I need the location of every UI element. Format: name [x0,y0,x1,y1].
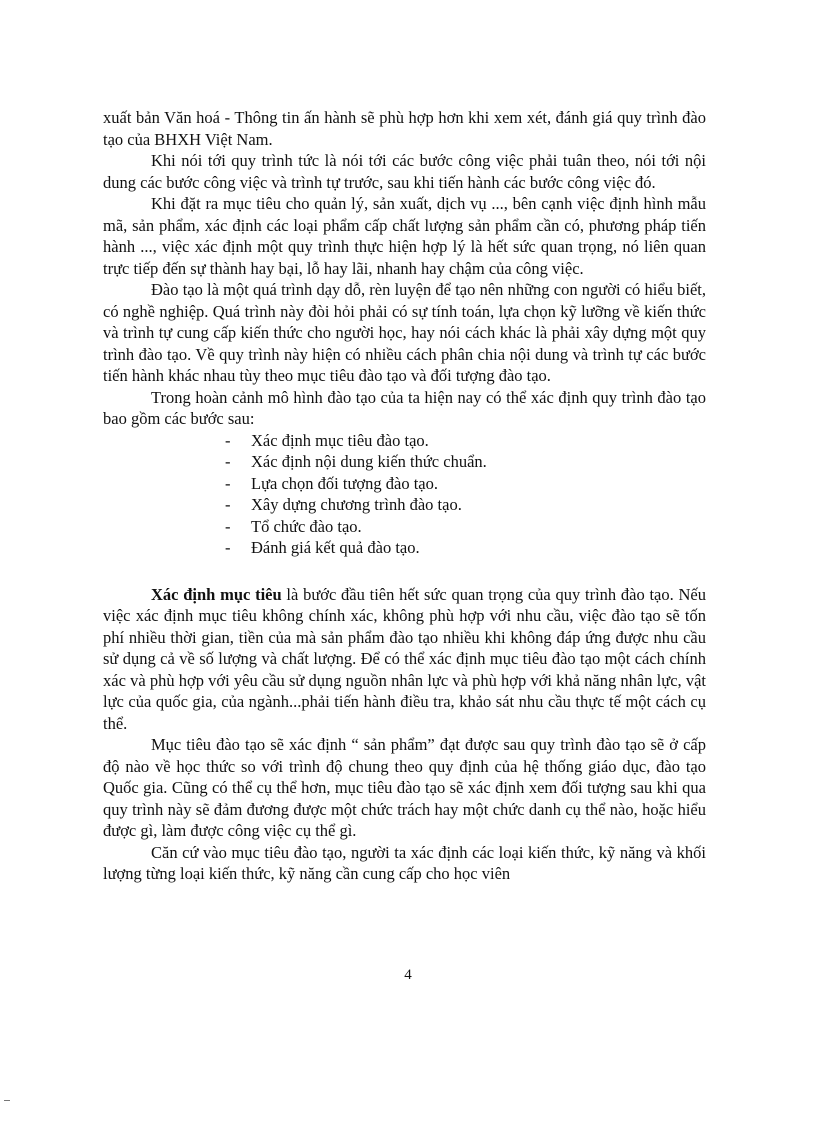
dash-bullet: - [225,430,231,450]
paragraph-6-text: là bước đầu tiên hết sức quan trọng của quy trình đào tạo. Nếu việc xác định mục tiêu không chính xác, không phù hợp với nhu cầu, việc đào tạo sẽ tốn phí nhiều thời gian, tiền của mà sản phẩm đào tạo nhiều khi không đáp ứng được nhu cầu sử dụng cả về số lượng và chất lượng. Để có thể xác định mục tiêu đào tạo một cách chính xác và phù hợp với yêu cầu sử dụng nguồn nhân lực và phù hợp với khả năng nhân lực, vật lực của quốc gia, của ngành...phải tiến hành điều tra, khảo sát nhu cầu thực tế một cách cụ thể. [103,584,706,733]
dash-bullet: - [225,538,231,557]
steps-list [103,430,706,559]
list-item [225,494,706,516]
list-item-text: Tổ chức đào tạo. [251,516,362,536]
page-number: 4 [404,967,412,983]
list-item-text: Đánh giá kết quả đào tạo. [251,538,420,557]
scan-edge-mark [4,1100,10,1101]
paragraph-2: Khi nói tới quy trình tức là nói tới các bước công việc phải tuân theo, nói tới nội dung các bước công việc và trình tự trước, sau khi tiến hành các bước công việc đó. [103,151,706,192]
list-item [225,451,706,473]
paragraph-3: Khi đặt ra mục tiêu cho quản lý, sản xuất, dịch vụ ..., bên cạnh việc định hình mẫu mã, sản phẩm, xác định các loại phẩm cấp chất lượng sản phẩm cần có, phương pháp tiến hành ..., việc xác định một quy trình thực hiện hợp lý là hết sức quan trọng, nó liên quan trực tiếp đến sự thành hay bại, lỗ hay lãi, nhanh hay chậm của công việc. [103,194,706,278]
list-item [225,473,706,495]
body-text [103,107,706,885]
list-item [225,537,706,559]
bold-term: Xác định mục tiêu [151,584,282,604]
list-item-text: Xác định nội dung kiến thức chuẩn. [251,452,487,471]
paragraph-1: xuất bản Văn hoá - Thông tin ấn hành sẽ phù hợp hơn khi xem xét, đánh giá quy trình đào tạo của BHXH Việt Nam. [103,108,706,149]
paragraph-5: Trong hoàn cảnh mô hình đào tạo của ta hiện nay có thể xác định quy trình đào tạo bao gồm các bước sau: [103,387,706,428]
list-item-text: Xây dựng chương trình đào tạo. [251,495,462,514]
dash-bullet: - [225,495,231,514]
paragraph-6 [103,584,706,735]
dash-bullet: - [225,516,231,536]
paragraph-7: Mục tiêu đào tạo sẽ xác định “ sản phẩm” đạt được sau quy trình đào tạo sẽ ở cấp độ nào về học thức so với trình độ chung theo quy định của hệ thống giáo dục, đào tạo Quốc gia. Cũng có thể cụ thể hơn, mục tiêu đào tạo sẽ xác định xem đối tượng sau khi qua quy trình này sẽ đảm đương được một chức trách hay một chức danh cụ thể nào, hoặc hiểu được gì, làm được công việc cụ thể gì. [103,735,706,840]
list-item [225,516,706,538]
dash-bullet: - [225,452,231,471]
dash-bullet: - [225,473,231,493]
list-item [225,430,706,452]
list-item-text: Xác định mục tiêu đào tạo. [251,430,429,450]
list-item-text: Lựa chọn đối tượng đào tạo. [251,473,438,493]
paragraph-8: Căn cứ vào mục tiêu đào tạo, người ta xác định các loại kiến thức, kỹ năng và khối lượng từng loại kiến thức, kỹ năng cần cung cấp cho học viên [103,842,706,883]
paragraph-4: Đào tạo là một quá trình dạy dỗ, rèn luyện để tạo nên những con người có hiểu biết, có nghề nghiệp. Quá trình này đòi hỏi phải có sự tính toán, lựa chọn kỹ lưỡng về kiến thức và trình tự cung cấp kiến thức cho người học, hay nói cách khác là phải xây dựng một quy trình đào tạo. Về quy trình này hiện có nhiều cách phân chia nội dung và trình tự các bước tiến hành khác nhau tùy theo mục tiêu đào tạo và đối tượng đào tạo. [103,280,706,385]
section-spacer [103,559,706,584]
